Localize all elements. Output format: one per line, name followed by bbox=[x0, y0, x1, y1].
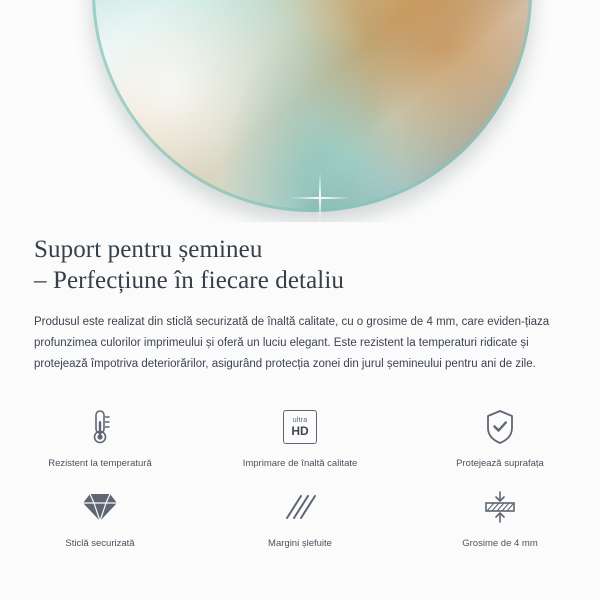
feature-label: Imprimare de înaltă calitate bbox=[242, 458, 358, 469]
hero-image bbox=[0, 0, 600, 222]
feature-label: Rezistent la temperatură bbox=[48, 458, 152, 469]
headline-line-1: Suport pentru șemineu bbox=[34, 236, 263, 263]
feature-item-tempered-glass bbox=[0, 484, 200, 550]
feature-label: Protejează suprafața bbox=[456, 458, 544, 469]
feature-item-polished-edges bbox=[200, 484, 400, 550]
polished-edges-icon bbox=[281, 484, 319, 530]
ultra-hd-badge-bottom: HD bbox=[291, 423, 309, 438]
feature-item-temperature bbox=[0, 404, 200, 470]
description-paragraph: Produsul este realizat din sticlă securizată de înaltă calitate, cu o grosime de 4 mm, care eviden-țiaza profunzimea culorilor imprimeului și oferă un luciu elegant. Este rezistent la temperaturi ridicate și protejează împotriva deteriorărilor, asigurând protecția zonei din jurul șemineului pentru ani de zile. bbox=[34, 316, 550, 370]
text-block bbox=[0, 222, 600, 375]
thickness-icon bbox=[481, 484, 519, 530]
feature-item-print-quality bbox=[200, 404, 400, 470]
feature-item-thickness bbox=[400, 484, 600, 550]
ultra-hd-icon bbox=[283, 404, 317, 450]
ultra-hd-badge-top: ultra bbox=[292, 416, 308, 424]
feature-item-surface-protection bbox=[400, 404, 600, 470]
feature-grid bbox=[0, 404, 600, 550]
feature-label: Grosime de 4 mm bbox=[462, 538, 538, 549]
thermometer-icon bbox=[82, 404, 118, 450]
round-glass-plate-image bbox=[92, 0, 532, 212]
page-title bbox=[34, 234, 566, 296]
feature-label: Margini șlefuite bbox=[268, 538, 332, 549]
diamond-icon bbox=[81, 484, 119, 530]
feature-label: Sticlă securizată bbox=[65, 538, 135, 549]
shield-check-icon bbox=[482, 404, 518, 450]
headline-line-2: – Perfecțiune în fiecare detaliu bbox=[34, 267, 344, 294]
